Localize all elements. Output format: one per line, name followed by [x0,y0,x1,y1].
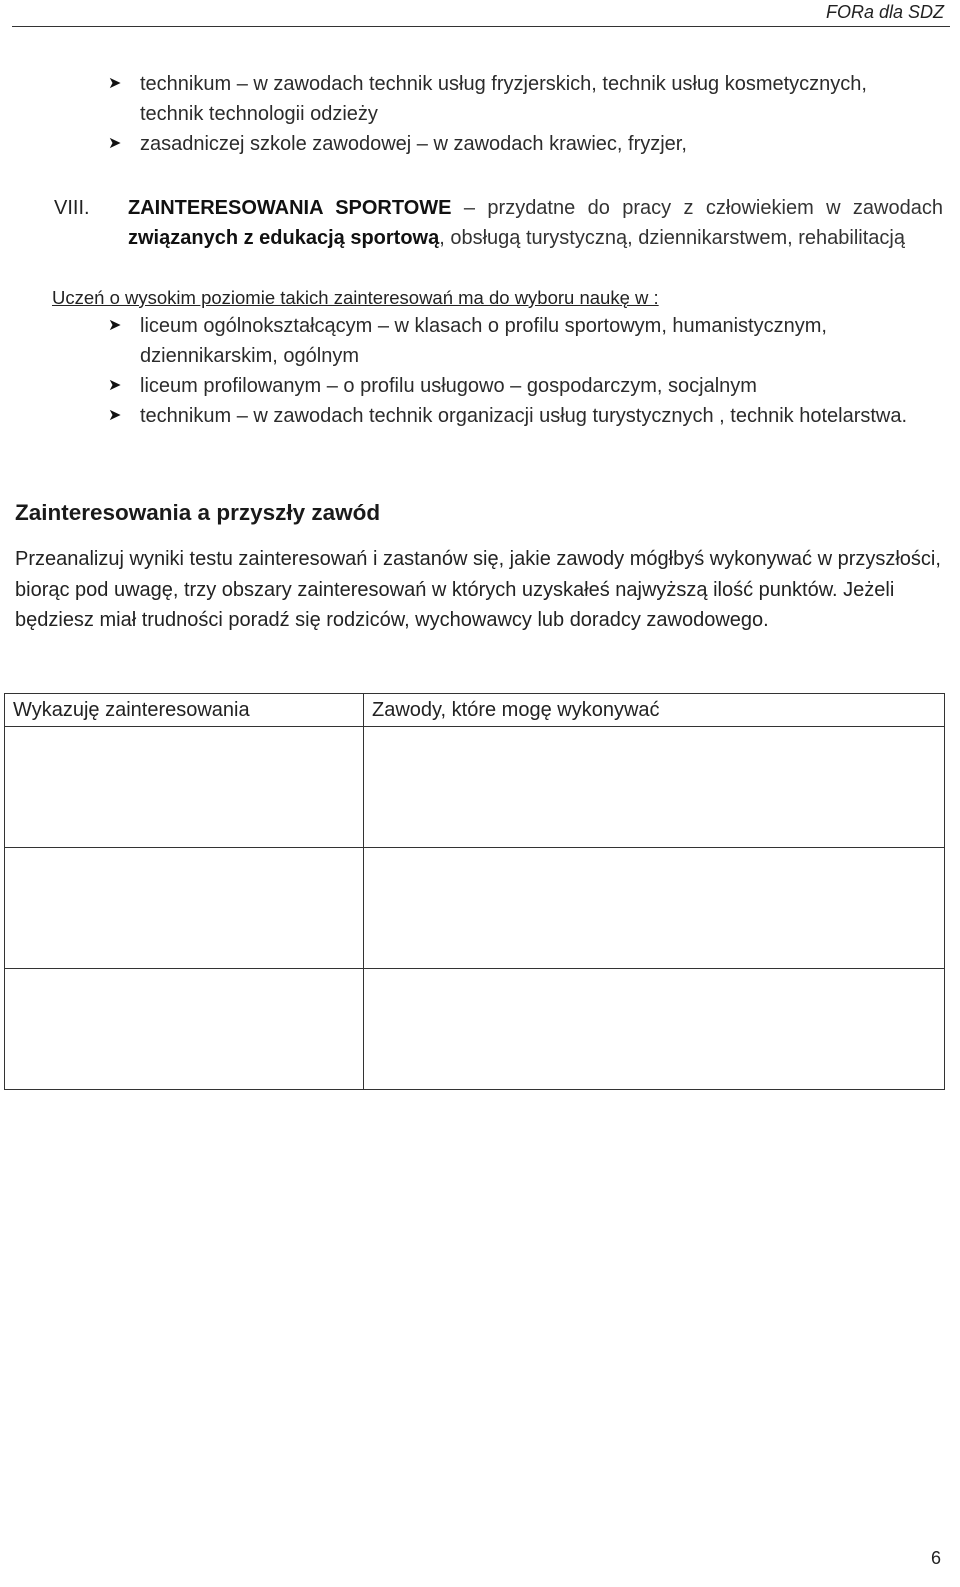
list-item: ➤ liceum profilowanym – o profilu usługowo – gospodarczym, socjalnym [108,371,908,401]
top-bullet-list [108,69,908,159]
section-bold-phrase: związanych z edukacją sportową [128,227,440,249]
page-number: 6 [930,1548,941,1568]
arrow-bullet-icon: ➤ [108,135,122,152]
section-description: ZAINTERESOWANIA SPORTOWE – przydatne do pracy z człowiekiem w zawodach związanych z edukacją sportową, obsługą turystyczną, dziennikarstwem, rehabilitacją [128,197,943,249]
arrow-bullet-icon: ➤ [108,377,122,394]
header-title: FORa dla SDZ [825,2,944,22]
section-bullet-list [108,311,908,431]
table-cell-profession[interactable] [364,727,945,848]
column-header-interests: Wykazuję zainteresowania [5,694,364,727]
arrow-bullet-icon: ➤ [108,407,122,424]
list-item: ➤ liceum ogólnokształcącym – w klasach o profilu sportowym, humanistycznym, dziennikarskim, ogólnym [108,311,908,371]
section-title: ZAINTERESOWANIA SPORTOWE [128,197,452,219]
column-header-professions: Zawody, które mogę wykonywać [364,694,945,727]
list-item: ➤ technikum – w zawodach technik organizacji usług turystycznych , technik hotelarstwa. [108,401,908,431]
table-cell-profession[interactable] [364,969,945,1090]
subsection-heading: Zainteresowania a przyszły zawód [15,500,381,525]
section-intro: Uczeń o wysokim poziomie takich zainteresowań ma do wyboru naukę w : [52,287,659,308]
table-cell-interest[interactable] [5,969,364,1090]
page-header [12,0,950,27]
table-cell-interest[interactable] [5,848,364,969]
table-row [5,969,945,1090]
list-item: ➤ zasadniczej szkole zawodowej – w zawodach krawiec, fryzjer, [108,129,908,159]
table-cell-interest[interactable] [5,727,364,848]
section-number: VIII. [54,197,90,219]
table-row [5,727,945,848]
table-cell-profession[interactable] [364,848,945,969]
list-item: ➤ technikum – w zawodach technik usług fryzjerskich, technik usług kosmetycznych, technik technologii odzieży [108,69,908,129]
arrow-bullet-icon: ➤ [108,75,122,92]
interests-table [4,693,945,1090]
arrow-bullet-icon: ➤ [108,317,122,334]
table-row [5,848,945,969]
instruction-paragraph: Przeanalizuj wyniki testu zainteresowań i zastanów się, jakie zawody mógłbyś wykonywać w przyszłości, biorąc pod uwagę, trzy obszary zainteresowań w których uzyskałeś najwyższą ilość punktów. Jeżeli będziesz miał trudności poradź się rodziców, wychowawcy lub doradcy zawodowego. [15,548,941,631]
table-header-row [5,694,945,727]
